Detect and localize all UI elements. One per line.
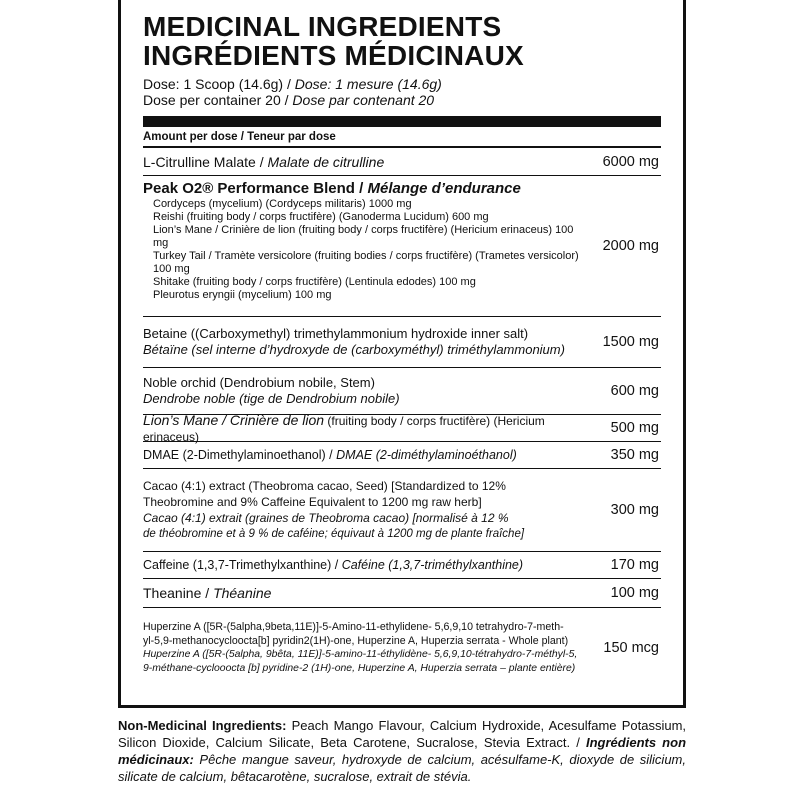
ingredient-row-caffeine (143, 552, 661, 579)
name-french: Malate de citrulline (267, 153, 385, 170)
name-bilingual: Lion’s Mane / Crinière de lion (143, 411, 325, 428)
ingredient-row-lions-mane (143, 411, 661, 444)
blend-title-french: Mélange d’endurance (367, 180, 521, 197)
blend-item: Pleurotus eryngii (mycelium) 100 mg (153, 289, 332, 301)
ingredient-row-cacao (143, 469, 661, 552)
name-french: Dendrobe noble (tige de Dendrobium nobile) (143, 391, 400, 406)
medicinal-ingredients-panel (118, 0, 686, 708)
name-english-line1: Cacao (4:1) extract (Theobroma cacao, Seed) [Standardized to 12% (143, 479, 506, 493)
ingredient-amount: 1500 mg (602, 334, 659, 350)
ingredient-amount: 500 mg (610, 420, 659, 436)
blend-item: Reishi (fruiting body / corps fructifère) (Ganoderma Lucidum) 600 mg (153, 211, 489, 223)
name-french-line2: 9-méthane-cyclooocta [b] pyridine-2 (1H)-one, Huperzine A, Huperzia serrata – plante entière) (143, 663, 576, 674)
ingredient-amount: 100 mg (610, 585, 659, 601)
name-french-line1: Huperzine A ([5R-(5alpha, 9bêta, 11E)]-5-amino-11-éthylidène- 5,6,9,10-tétrahydro-7-méthyl-5, (143, 649, 578, 660)
title-english: MEDICINAL INGREDIENTS (143, 11, 502, 42)
ingredient-row-citrulline (143, 148, 661, 176)
name-french: Caféine (1,3,7-triméthylxanthine) (341, 558, 524, 572)
non-medicinal-text-french: Pêche mangue saveur, hydroxyde de calcium, acésulfame-K, dioxyde de silicium, silicate de calcium, bêtacarotène, sucralose, extrait de stévia. (118, 752, 686, 784)
blend-item: Shitake (fruiting body / corps fructifère) (Lentinula edodes) 100 mg (153, 276, 476, 288)
ingredient-name (143, 554, 579, 576)
ingredient-name (143, 617, 579, 679)
ingredient-amount: 6000 mg (602, 153, 659, 170)
amount-per-dose-header: Amount per dose / Teneur par dose (143, 127, 661, 148)
ingredient-name (143, 409, 579, 448)
name-french-line1: Cacao (4:1) extrait (graines de Theobroma cacao) [normalisé à 12 % (143, 511, 509, 525)
ingredient-name (143, 444, 579, 466)
name-english-line1: Huperzine A ([5R-(5alpha,9beta,11E)]-5-Amino-11-ethylidene- 5,6,9,10 tetrahydro-7-meth- (143, 621, 564, 633)
ingredient-name (143, 176, 579, 305)
ingredient-name (143, 582, 579, 604)
ingredient-name (143, 475, 579, 545)
non-medicinal-label-english: Non-Medicinal Ingredients: (118, 718, 287, 733)
blend-item: Cordyceps (mycelium) (Cordyceps militaris) 1000 mg (153, 198, 412, 210)
dose-line (143, 76, 661, 92)
per-container-line (143, 92, 661, 108)
thick-divider (143, 116, 661, 127)
blend-item: Lion’s Mane / Crinière de lion (fruiting body / corps fructifère) (Hericium erinaceus) 100 mg (153, 224, 574, 249)
name-english: Betaine ((Carboxymethyl) trimethylammonium hydroxide inner salt) (143, 326, 529, 341)
ingredient-row-huperzine (143, 608, 661, 688)
dose-info (143, 76, 661, 108)
name-english-line2: yl-5,9-methanocycloocta[b] pyridin2(1H)-one, Huperzine A, Huperzia serrata - Whole plant) (143, 635, 569, 647)
non-medicinal-ingredients (118, 717, 686, 785)
ingredient-amount: 150 mcg (603, 640, 659, 656)
name-english: L-Citrulline Malate / (143, 153, 268, 170)
ingredient-name (143, 372, 579, 410)
ingredient-row-dmae (143, 442, 661, 469)
ingredient-name (143, 151, 579, 173)
name-english: Caffeine (1,3,7-Trimethylxanthine) / (143, 558, 342, 572)
ingredient-row-peak-o2-blend (143, 176, 661, 317)
ingredient-amount: 300 mg (610, 502, 659, 518)
name-english: DMAE (2-Dimethylaminoethanol) / (143, 448, 337, 462)
ingredient-row-betaine (143, 317, 661, 368)
blend-item: Turkey Tail / Tramète versicolore (fruiting bodies / corps fructifère) (Trametes versicolor) 100 mg (153, 250, 579, 275)
blend-items (143, 198, 579, 302)
name-english: Theanine / (143, 585, 214, 601)
name-english: Noble orchid (Dendrobium nobile, Stem) (143, 375, 375, 390)
dose-english: Dose: 1 Scoop (14.6g) / (143, 76, 291, 92)
per-container-french: Dose par contenant 20 (288, 92, 435, 108)
ingredient-name (143, 323, 579, 361)
per-container-english: Dose per container 20 / (143, 92, 289, 108)
name-french: Théanine (213, 585, 272, 601)
name-french-line2: de théobromine et à 9 % de caféine; équivaut à 1200 mg de plante fraîche] (143, 528, 525, 540)
ingredient-row-theanine (143, 579, 661, 608)
title-french: INGRÉDIENTS MÉDICINAUX (143, 40, 524, 71)
ingredient-amount: 350 mg (610, 447, 659, 463)
blend-title-english: Peak O2® Performance Blend / (143, 180, 368, 197)
ingredient-amount: 170 mg (610, 557, 659, 573)
non-medicinal-text-english: Peach Mango Flavour, Calcium Hydroxide, Acesulfame Potassium, Silicon Dioxide, Calcium Silicate, Beta Carotene, Sucralose, Stevia Extract. / (118, 718, 687, 750)
ingredient-amount: 600 mg (610, 383, 659, 399)
name-french: Bétaïne (sel interne d’hydroxyde de (carboxyméthyl) triméthylammonium) (143, 342, 565, 357)
ingredient-amount: 2000 mg (602, 238, 659, 254)
dose-french: Dose: 1 mesure (14.6g) (290, 76, 442, 92)
name-english-line2: Theobromine and 9% Caffeine Equivalent to 1200 mg raw herb] (143, 495, 482, 509)
name-french: DMAE (2-diméthylaminoéthanol) (336, 448, 517, 462)
name-detail: (fruiting body / corps fructifère) (Hericium erinaceus) (143, 413, 545, 444)
non-medicinal-label-french: Ingrédients non médicinaux: (118, 735, 687, 767)
